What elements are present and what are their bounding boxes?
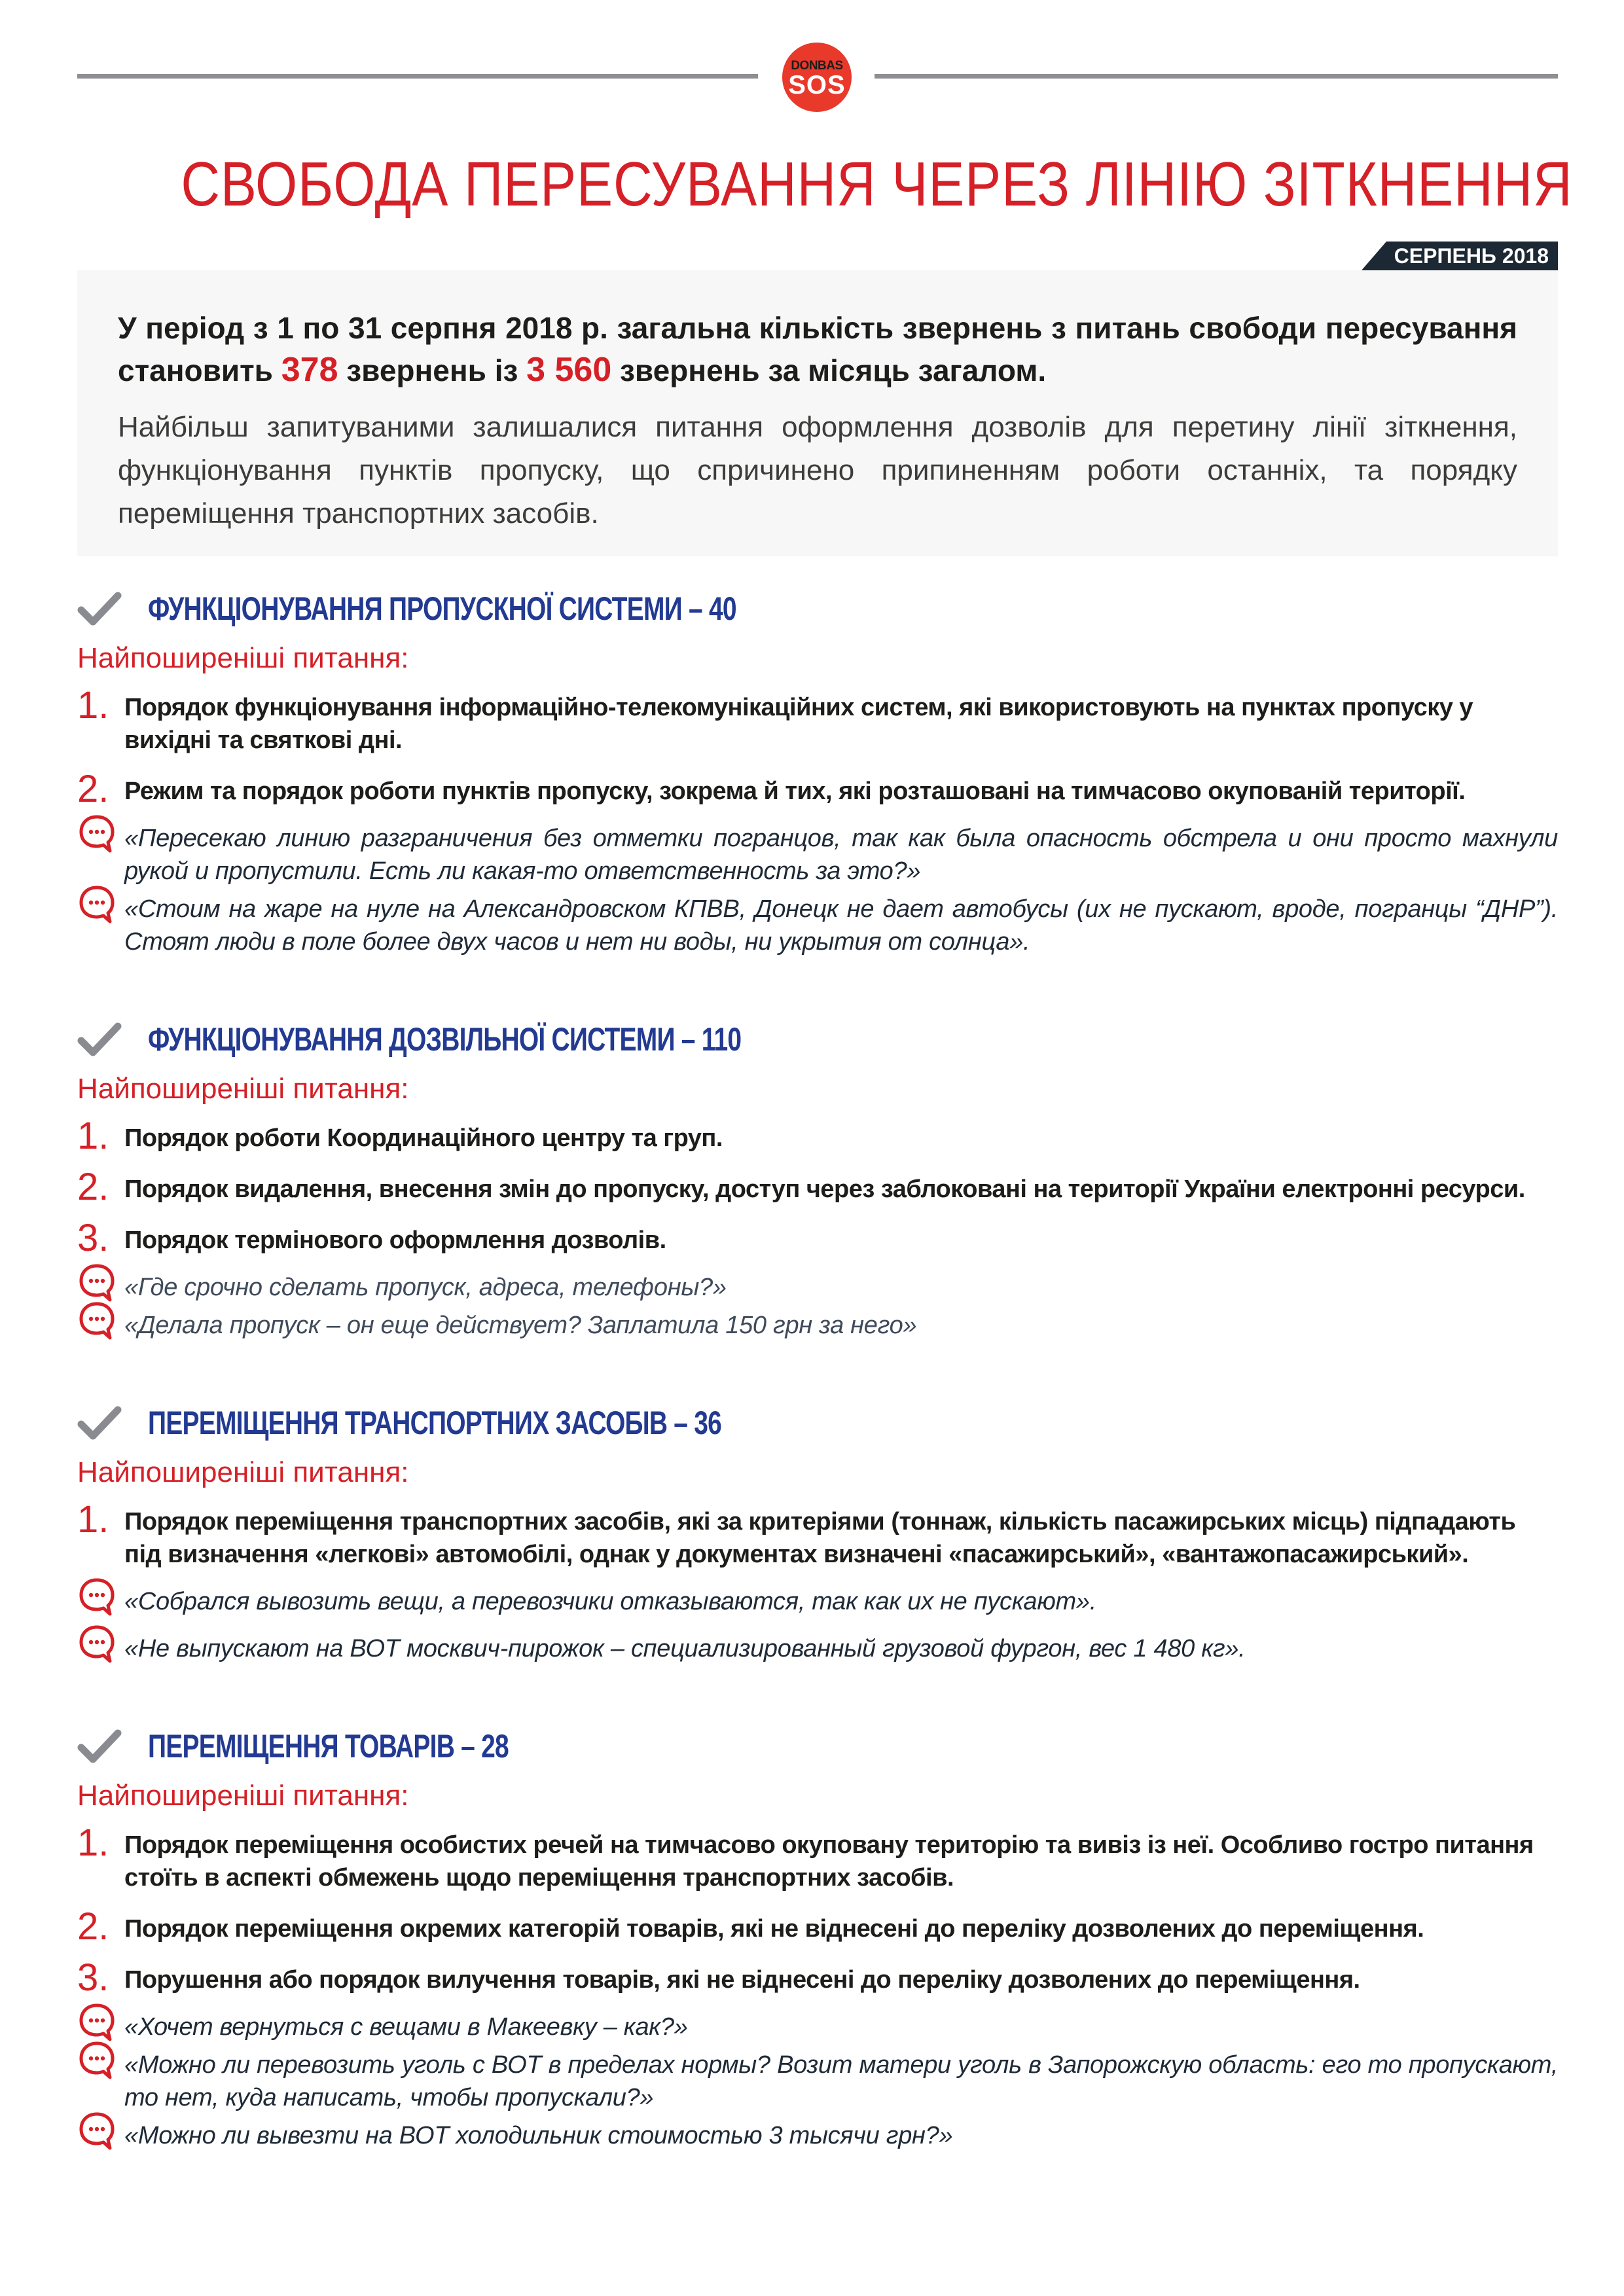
list-item — [77, 1956, 1558, 1999]
question-list — [77, 684, 1558, 810]
item-number: 1. — [77, 1821, 109, 1864]
quote-list — [77, 1271, 1558, 1342]
intro-body: Найбільш запитуваними залишалися питання оформлення дозволів для перетину лінії зіткнення, функціонування пунктів пропуску, що спричинено припиненням роботи останніх, та порядку переміщення транспортних засобів. — [118, 411, 1517, 529]
speech-bubble-icon — [77, 2001, 117, 2042]
item-text: Порядок переміщення окремих категорій товарів, які не віднесені до переліку дозволених до переміщення. — [124, 1915, 1424, 1943]
list-item — [77, 1217, 1558, 1259]
item-text: Порядок переміщення транспортних засобів, які за критеріями (тоннаж, кількість пасажирських місць) підпадають під визначення «легкові» автомобілі, однак у документах визначені «пасажирський», «вантажопасажирський». — [124, 1508, 1516, 1568]
lead-text-2: звернень із — [338, 353, 527, 387]
header-divider-right — [875, 74, 1558, 79]
list-item — [77, 1166, 1558, 1208]
freedom-of-movement-count: 378 — [281, 351, 338, 389]
header-divider-left — [77, 74, 758, 79]
logo-bottom-text: SOS — [788, 70, 846, 99]
quote-item — [77, 1585, 1558, 1618]
list-item — [77, 1821, 1558, 1894]
quote-text: «Собрался вывозить вещи, а перевозчики отказываются, так как их не пускают». — [124, 1588, 1096, 1615]
speech-bubble-icon — [77, 1576, 117, 1617]
section-title: ПЕРЕМІЩЕННЯ ТОВАРІВ – 28 — [148, 1728, 509, 1765]
question-list — [77, 1115, 1558, 1259]
sections — [77, 583, 1558, 2157]
question-list — [77, 1498, 1558, 1571]
total-requests-count: 3 560 — [526, 351, 612, 389]
section-heading — [77, 583, 1558, 635]
quote-text: «Стоим на жаре на нуле на Александровском КПВВ, Донецк не дает автобусы (их не пускают, вроде, погранцы “ДНР”). Стоят люди в поле более двух часов и нет ни воды, ни укрытия от солнца». — [124, 895, 1558, 956]
quote-item — [77, 2011, 1558, 2043]
item-number: 1. — [77, 684, 109, 726]
section-heading — [77, 1720, 1558, 1772]
list-item — [77, 1498, 1558, 1571]
quote-text: «Где срочно сделать пропуск, адреса, телефоны?» — [124, 1274, 727, 1301]
section-subheading: Найпоширеніші питання: — [77, 1073, 409, 1105]
checkmark-icon — [77, 1405, 122, 1441]
item-text: Порядок функціонування інформаційно-телекомунікаційних систем, які використовують на пунктах пропуску у вихідні та святкові дні. — [124, 694, 1473, 754]
intro-lead — [118, 307, 1517, 391]
section-goods-movement — [77, 1720, 1558, 2152]
item-number: 3. — [77, 1217, 109, 1259]
item-number: 2. — [77, 1166, 109, 1208]
speech-bubble-icon — [77, 1262, 117, 1302]
section-heading — [77, 1013, 1558, 1066]
speech-bubble-icon — [77, 884, 117, 924]
section-title: ФУНКЦІОНУВАННЯ ДОЗВІЛЬНОЇ СИСТЕМИ – 110 — [148, 1021, 742, 1058]
quote-item — [77, 1309, 1558, 1342]
item-text: Порядок термінового оформлення дозволів. — [124, 1227, 666, 1254]
section-checkpoint-system — [77, 583, 1558, 958]
section-vehicle-movement — [77, 1397, 1558, 1665]
checkmark-icon — [77, 590, 122, 627]
quote-item — [77, 2049, 1558, 2114]
quote-text: «Не выпускают на ВОТ москвич-пирожок – специализированный грузовой фургон, вес 1 480 кг». — [124, 1635, 1246, 1662]
quote-text: «Делала пропуск – он еще действует? Заплатила 150 грн за него» — [124, 1312, 917, 1339]
list-item — [77, 1905, 1558, 1948]
speech-bubble-icon — [77, 1623, 117, 1664]
section-heading — [77, 1397, 1558, 1449]
lead-text-1: У період з 1 по 31 серпня 2018 р. загальна кількість звернень з питань свободи пересування становить — [118, 311, 1517, 387]
speech-bubble-icon — [77, 2039, 117, 2080]
page-title: СВОБОДА ПЕРЕСУВАННЯ ЧЕРЕЗ ЛІНІЮ ЗІТКНЕННЯ — [181, 149, 1573, 219]
donbas-sos-logo — [782, 43, 852, 112]
item-text: Порядок видалення, внесення змін до пропуску, доступ через заблоковані на території України електронні ресурси. — [124, 1175, 1525, 1203]
section-subheading: Найпоширеніші питання: — [77, 1780, 409, 1812]
item-number: 1. — [77, 1498, 109, 1541]
list-item — [77, 684, 1558, 757]
intro-box — [77, 270, 1558, 556]
checkmark-icon — [77, 1728, 122, 1765]
quote-list — [77, 2011, 1558, 2152]
item-number: 2. — [77, 768, 109, 810]
lead-text-3: звернень за місяць загалом. — [611, 353, 1047, 387]
item-number: 1. — [77, 1115, 109, 1157]
quote-item — [77, 1632, 1558, 1665]
logo-top-text: DONBAS — [791, 58, 843, 73]
speech-bubble-icon — [77, 813, 117, 853]
quote-text: «Можно ли вывезти на ВОТ холодильник стоимостью 3 тысячи грн?» — [124, 2122, 953, 2149]
section-title: ФУНКЦІОНУВАННЯ ПРОПУСКНОЇ СИСТЕМИ – 40 — [148, 590, 736, 627]
quote-item — [77, 893, 1558, 958]
section-title: ПЕРЕМІЩЕННЯ ТРАНСПОРТНИХ ЗАСОБІВ – 36 — [148, 1405, 722, 1441]
question-list — [77, 1821, 1558, 1999]
list-item — [77, 768, 1558, 810]
section-subheading: Найпоширеніші питання: — [77, 642, 409, 674]
item-text: Режим та порядок роботи пунктів пропуску, зокрема й тих, які розташовані на тимчасово окупованій території. — [124, 778, 1466, 805]
quote-text: «Пересекаю линию разграничения без отметки погранцов, так как была опасность обстрела и они просто махнули рукой и пропустили. Есть ли какая-то ответственность за это?» — [124, 825, 1558, 885]
date-badge: СЕРПЕНЬ 2018 — [1386, 242, 1558, 270]
quote-item — [77, 822, 1558, 888]
quote-list — [77, 822, 1558, 958]
checkmark-icon — [77, 1021, 122, 1058]
quote-text: «Можно ли перевозить уголь с ВОТ в пределах нормы? Возит матери уголь в Запорожскую область: его то пропускают, то нет, куда написать, чтобы пропускали?» — [124, 2051, 1558, 2111]
quote-item — [77, 1271, 1558, 1304]
quote-list — [77, 1585, 1558, 1665]
quote-item — [77, 2119, 1558, 2152]
item-number: 2. — [77, 1905, 109, 1948]
item-text: Порушення або порядок вилучення товарів, які не віднесені до переліку дозволених до переміщення. — [124, 1966, 1360, 1994]
speech-bubble-icon — [77, 1300, 117, 1340]
item-number: 3. — [77, 1956, 109, 1999]
section-subheading: Найпоширеніші питання: — [77, 1456, 409, 1488]
list-item — [77, 1115, 1558, 1157]
item-text: Порядок роботи Координаційного центру та груп. — [124, 1124, 723, 1152]
section-permit-system — [77, 1013, 1558, 1342]
speech-bubble-icon — [77, 2110, 117, 2151]
item-text: Порядок переміщення особистих речей на тимчасово окуповану територію та вивіз із неї. Особливо гостро питання стоїть в аспекті обмежень щодо переміщення транспортних засобів. — [124, 1831, 1534, 1892]
quote-text: «Хочет вернуться с вещами в Макеевку – как?» — [124, 2013, 688, 2041]
